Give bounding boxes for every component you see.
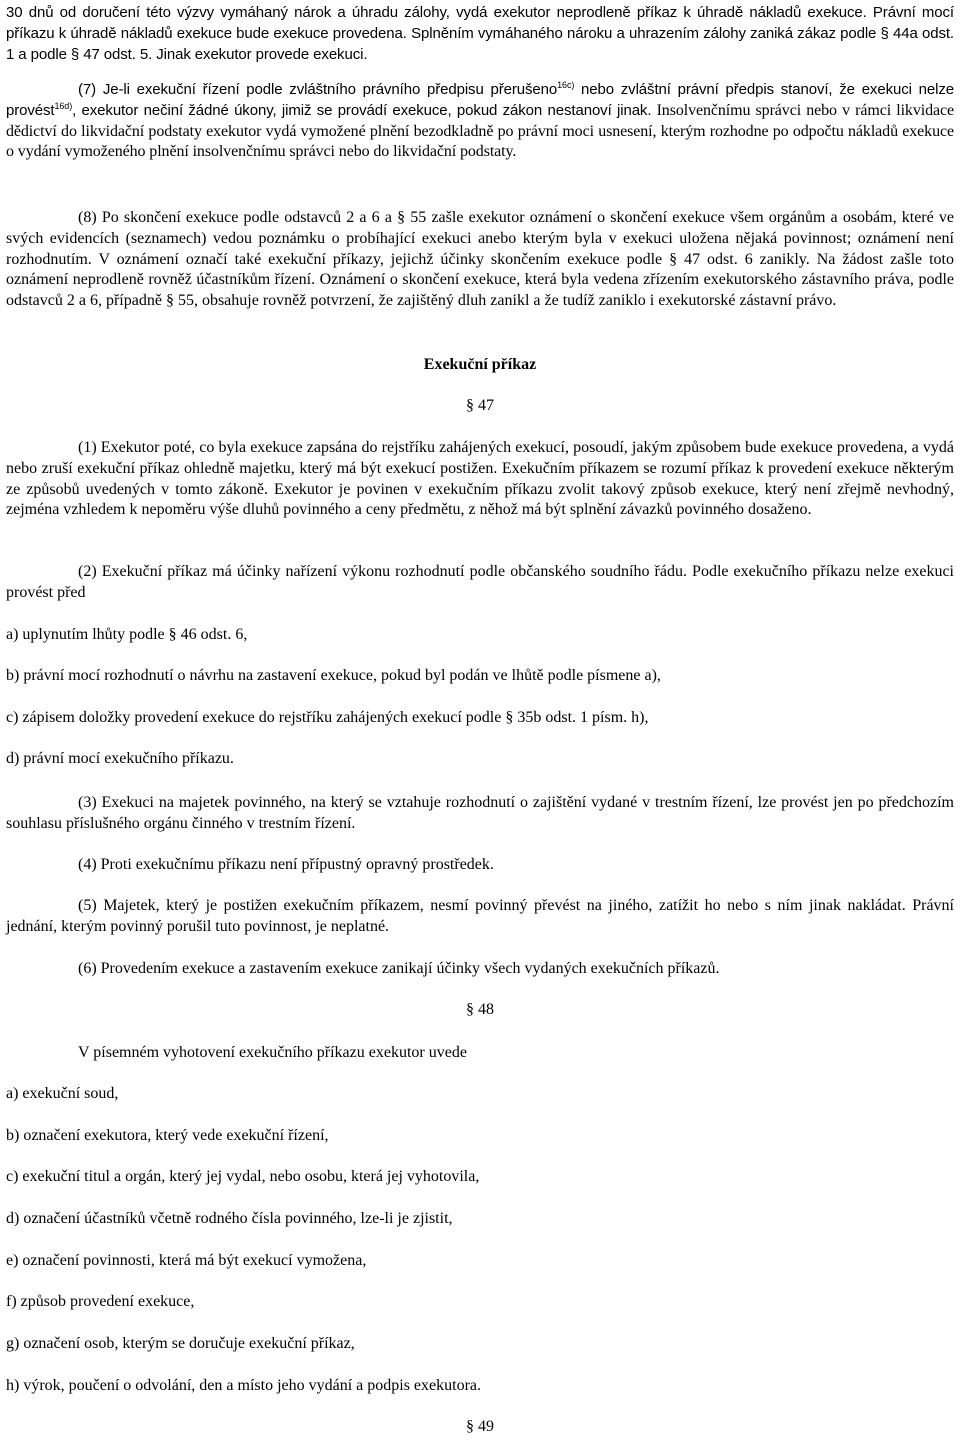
s48-item-e: e) označení povinnosti, která má být exekucí vymožena,	[6, 1252, 367, 1269]
s48-item-b: b) označení exekutora, který vede exekuční řízení,	[6, 1127, 329, 1144]
section-heading: Exekuční příkaz	[423, 356, 537, 373]
section-47-title: § 47	[466, 397, 494, 414]
s48-item-h: h) výrok, poučení o odvolání, den a místo jeho vydání a podpis exekutora.	[6, 1377, 482, 1394]
s48-item-c: c) exekuční titul a orgán, který jej vydal, nebo osobu, která jej vyhotovila,	[6, 1168, 480, 1185]
paragraph-7-part-c: , exekutor nečiní žádné úkony, jimiž se provádí exekuce, pokud zákon nestanoví jinak.	[72, 101, 652, 119]
footnote-ref-16d: 16d)	[54, 100, 73, 111]
s47-paragraph-4: (4) Proti exekučnímu příkazu není přípustný opravný prostředek.	[78, 856, 494, 873]
footnote-ref-16c: 16c)	[557, 80, 575, 90]
paragraph-7-part-b: nebo zvláštní právní předpis stanoví, že exekuci nelze provést	[6, 81, 954, 119]
s47-paragraph-5: (5) Majetek, který je postižen exekučním příkazem, nesmí povinný převést na jiného, zatížit ho nebo s ním jinak nakládat. Právní jednání, kterým povinný porušil tuto povinnost, je neplatné.	[6, 897, 954, 935]
s47-paragraph-3: (3) Exekuci na majetek povinného, na který se vztahuje rozhodnutí o zajištění vydané v trestním řízení, lze provést jen po předchozím souhlasu příslušného orgánu činného v trestním řízení.	[6, 794, 954, 832]
paragraph-8: (8) Po skončení exekuce podle odstavců 2 a 6 a § 55 zašle exekutor oznámení o skončení exekuce všem orgánům a osobám, které ve svých evidencích (seznamech) vedou poznámku o probíhající exekuci anebo kterým byla v exekuci uložena nějaká povinnost; oznámení není rozhodnutím. V oznámení označí také exekuční příkazy, jejichž účinky skončením exekuce podle § 47 odst. 6 zanikly. Na žádost zašle toto oznámení neprodleně rovněž účastníkům řízení. Oznámení o skončení exekuce, která byla vedena zřízením exekutorského zástavního práva, podle odstavců 2 a 6, případně § 55, obsahuje rovněž potvrzení, že zajištěný dluh zanikl a že tudíž zaniklo i exekutorské zástavní právo.	[6, 209, 954, 310]
s47-item-a: a) uplynutím lhůty podle § 46 odst. 6,	[6, 626, 248, 643]
s47-paragraph-2: (2) Exekuční příkaz má účinky nařízení výkonu rozhodnutí podle občanského soudního řádu. Podle exekučního příkazu nelze exekuci provést před	[6, 563, 954, 601]
paragraph-7-part-d: Insolvenčnímu správci nebo v rámci likvidace dědictví do likvidační podstaty exekutor vydá vymožené plnění bezodkladně po právní moci usnesení, kterým rozhodne po odpočtu nákladů exekuce o vydání vymoženého plnění insolvenčnímu správci nebo do likvidační podstaty.	[6, 101, 954, 161]
paragraph-zaloha: 30 dnů od doručení této výzvy vymáhaný nárok a úhradu zálohy, vydá exekutor neprodleně příkaz k úhradě nákladů exekuce. Právní mocí příkazu k úhradě nákladů exekuce bude exekuce provedena. Splněním vymáhaného nároku a uhrazením zálohy zaniká zákaz podle § 44a odst. 1 a podle § 47 odst. 5. Jinak exekutor provede exekuci.	[6, 4, 954, 63]
document-page	[6, 0, 954, 1440]
s48-item-g: g) označení osob, kterým se doručuje exekuční příkaz,	[6, 1335, 355, 1352]
s47-paragraph-1: (1) Exekutor poté, co byla exekuce zapsána do rejstříku zahájených exekucí, posoudí, jakým způsobem bude exekuce provedena, a vydá nebo zruší exekuční příkaz ohledně majetku, který má být exekucí postižen. Exekučním příkazem se rozumí příkaz k provedení exekuce některým ze způsobů uvedených v tomto zákoně. Exekutor je povinen v exekučním příkazu zvolit takový způsob exekuce, který není zřejmě nevhodný, zejména vzhledem k nepoměru výše dluhů povinného a ceny předmětu, z něhož má být splnění závazků povinného dosaženo.	[6, 439, 954, 519]
s48-item-a: a) exekuční soud,	[6, 1085, 119, 1102]
section-48-title: § 48	[466, 1001, 494, 1018]
s48-item-d: d) označení účastníků včetně rodného čísla povinného, lze-li je zjistit,	[6, 1210, 453, 1227]
paragraph-7	[6, 80, 954, 163]
paragraph-7-part-a: (7) Je-li exekuční řízení podle zvláštního právního předpisu přerušeno	[78, 81, 558, 98]
s47-item-d: d) právní mocí exekučního příkazu.	[6, 750, 234, 767]
s47-item-b: b) právní mocí rozhodnutí o návrhu na zastavení exekuce, pokud byl podán ve lhůtě podle písmene a),	[6, 667, 661, 684]
section-49-title: § 49	[466, 1418, 494, 1435]
s48-item-f: f) způsob provedení exekuce,	[6, 1293, 195, 1310]
s47-item-c: c) zápisem doložky provedení exekuce do rejstříku zahájených exekucí podle § 35b odst. 1 písm. h),	[6, 709, 649, 726]
s47-paragraph-6: (6) Provedením exekuce a zastavením exekuce zanikají účinky všech vydaných exekučních příkazů.	[78, 960, 720, 977]
s48-intro: V písemném vyhotovení exekučního příkazu exekutor uvede	[78, 1044, 467, 1061]
